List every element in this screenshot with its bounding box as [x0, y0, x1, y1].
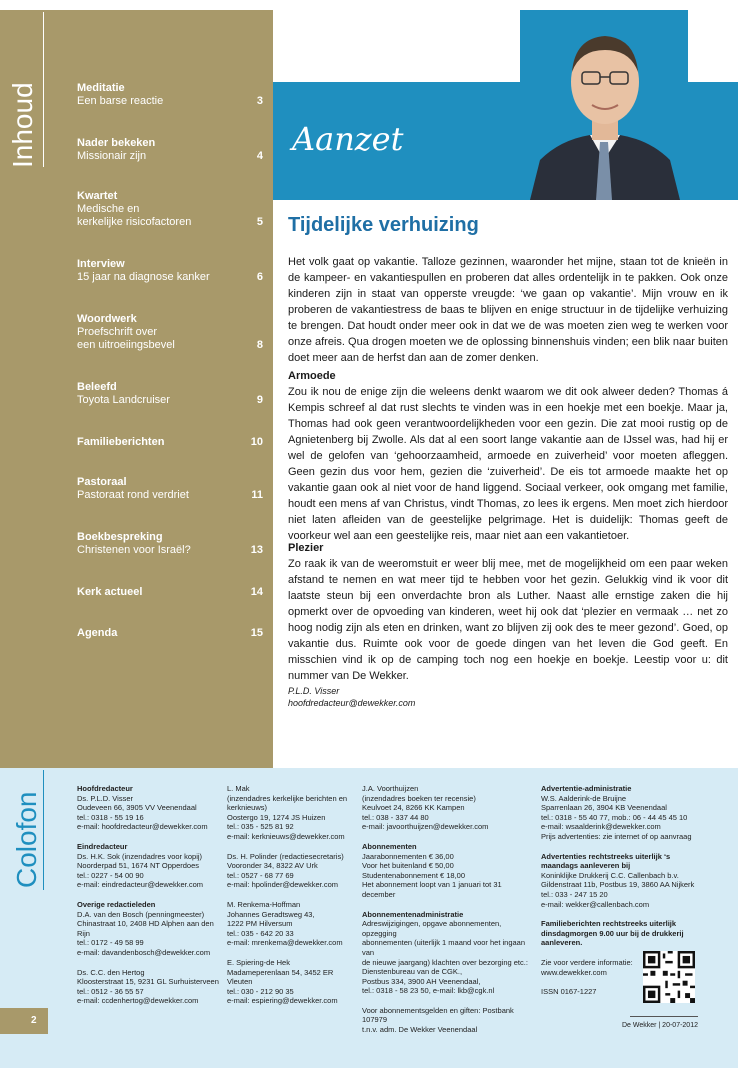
toc-entry[interactable]: [77, 258, 263, 284]
colofon-heading: Overige redactieleden: [77, 899, 156, 909]
colofon-line: Ds. P.L.D. Visser: [77, 793, 133, 803]
colofon-line: Ds. C.C. den Hertog: [77, 967, 145, 977]
colofon-block: [77, 842, 222, 890]
colofon-line: (inzendadres kerkelijke berichten en: [227, 793, 348, 803]
author-name: P.L.D. Visser: [288, 686, 340, 696]
toc-section-title: Agenda: [77, 627, 118, 639]
toc-section-title: Woordwerk: [77, 313, 137, 325]
colofon-line: tel.: 030 - 212 90 35: [227, 986, 294, 996]
footer-rule: [630, 1016, 698, 1017]
toc-subtitle: Missionair zijn: [77, 150, 147, 162]
colofon-line: tel.: 033 - 247 15 20: [541, 889, 608, 899]
toc-entry[interactable]: [77, 190, 263, 229]
colofon-line: tel.: 035 - 525 81 92: [227, 822, 294, 832]
colofon-block: [227, 958, 357, 1006]
toc-page-number: 13: [250, 544, 263, 556]
colofon-line[interactable]: e-mail: kerknieuws@dewekker.com: [227, 831, 345, 841]
article-title: Tijdelijke verhuizing: [288, 214, 479, 236]
colofon-line[interactable]: e-mail: espiering@dewekker.com: [227, 996, 338, 1006]
colofon-line: Koninklijke Drukkerij C.C. Callenbach b.v.: [541, 870, 679, 880]
colofon-line[interactable]: e-mail: javoorthuijzen@dewekker.com: [362, 822, 489, 832]
colofon-line: tel.: 038 - 337 44 80: [362, 812, 429, 822]
toc-entry[interactable]: [77, 82, 263, 108]
paragraph-armoede: Zou ik nou de enige zijn die weleens denkt waarom we dit ook alweer deden? Thomas á Kempis schreef al dat rust slechts te vinden was in een hoekje met een boekje. Maar ja, Thomas had ook geen verantwoordelijkheden voor een gezin. Die zat mooi rustig op de Agnietenberg bij Zwolle. Als dat al een soort lange vakantie aan de IJssel was, had hij er wel de gelofen van ‘gehoorzaamheid, armoede en zuiverheid’ voor moeten afleggen. Geen gezin dus voor hem, gezien die ‘zuiverheid’. De eis tot armoede maakte het op vakantie gaan ook al niet voor de hand liggend. Sociaal verkeer, ook omgang met familie, houdt een mens af van Christus, vindt Thomas, zo lees ik ergens. Men moet zich hierdoor niet laten afleiden van de geestelijke pelgrimage. Het is duidelijk: Thomas geeft de voorkeur wel aan een geestelijke reis, maar niet aan een vakantietoer.: [288, 386, 728, 542]
subhead-plezier: Plezier: [288, 542, 324, 554]
colofon-line: Postbus 334, 3900 AH Veenendaal,: [362, 976, 481, 986]
colofon-line: tel.: 0227 - 54 00 90: [77, 870, 144, 880]
toc-entry[interactable]: [77, 586, 263, 599]
colofon-line: Oostergo 19, 1274 JS Huizen: [227, 812, 326, 822]
intro-paragraph: Het volk gaat op vakantie. Talloze gezinnen, waaronder het mijne, staan tot de knieën in de kampeer- en vakantiespullen en proberen dat alles ordentelijk in te pakken. Ook onze kinderen zijn in staat van opperste vreugde: ‘we gaan op vakantie’. Mijn vrouw en ik proberen de vakantiestress de baas te blijven en enige structuur in de tijdelijke verhuizing te brengen. Dat houdt onder meer ook in dat we de was moeten zien weg te werken voor onze afreis. Qua drogen moeten we de oplossing binnenshuis vinden; een blik naar buiten doet meer aan de herfst dan aan de zomer denken.: [288, 256, 728, 364]
colofon-divider: [43, 770, 44, 890]
colofon-line: tel.: 0318 - 55 19 16: [77, 812, 144, 822]
colofon-line[interactable]: e-mail: eindredacteur@dewekker.com: [77, 880, 204, 890]
colofon-line: 1222 PM Hilversum: [227, 919, 293, 929]
toc-section-title: Beleefd: [77, 381, 117, 393]
toc-section-title: Nader bekeken: [77, 137, 156, 149]
colofon-block: [541, 852, 701, 910]
colofon-line: Dienstenbureau van de CGK.,: [362, 967, 463, 977]
colofon-line: D.A. van den Bosch (penningmeester): [77, 909, 205, 919]
colofon-line: tel.: 035 - 642 20 33: [227, 928, 294, 938]
colofon-line: Madameperenlaan 54, 3452 ER Vleuten: [227, 967, 334, 987]
colofon-block: [77, 784, 222, 832]
colofon-line: Oudeveen 66, 3905 VV Veenendaal: [77, 803, 197, 813]
toc-page-number: 15: [250, 627, 263, 639]
toc-page-number: 11: [251, 489, 263, 501]
colofon-line: de nieuwe jaargang) klachten over bezorging etc.:: [362, 957, 528, 967]
colofon-line: J.A. Voorthuijzen: [362, 784, 419, 793]
colofon-line: E. Spiering-de Hek: [227, 957, 290, 967]
aanzet-label: Aanzet: [292, 120, 404, 158]
toc-section-title: Kerk actueel: [77, 586, 143, 598]
toc-subtitle: 15 jaar na diagnose kanker: [77, 271, 210, 283]
toc-section-title: Pastoraal: [77, 476, 127, 488]
toc-entry[interactable]: [77, 436, 263, 449]
colofon-block: [362, 842, 532, 900]
toc-subtitle: Een barse reactie: [77, 95, 164, 107]
toc-entry[interactable]: [77, 313, 263, 352]
subhead-armoede: Armoede: [288, 370, 336, 382]
colofon-line: Chinastraat 10, 2408 HD Alphen aan den Rijn: [77, 919, 214, 938]
toc-entry[interactable]: [77, 381, 263, 407]
colofon-line: tel.: 0527 - 68 77 69: [227, 870, 294, 880]
toc-page-number: 9: [256, 394, 263, 406]
toc-section-title: Interview: [77, 258, 125, 270]
toc-page-number: 10: [250, 436, 263, 448]
toc-section-title: Kwartet: [77, 190, 118, 202]
colofon-line: Voor het buitenland € 50,00: [362, 861, 454, 871]
colofon-line: tel.: 0512 - 36 55 57: [77, 986, 144, 996]
toc-page-number: 8: [256, 339, 263, 351]
toc-section-title: Meditatie: [77, 82, 125, 94]
colofon-block: [362, 910, 532, 996]
colofon-line: (inzendadres boeken ter recensie): [362, 793, 476, 803]
colofon-heading: Hoofdredacteur: [77, 784, 133, 793]
colofon-heading: Abonnementenadministratie: [362, 909, 464, 919]
colofon-column-2: [227, 784, 357, 1016]
colofon-line: Gildenstraat 11b, Postbus 19, 3860 AA Nijkerk: [541, 880, 695, 890]
colofon-line: Voor abonnementsgelden en giften: Postbank 107979: [362, 1005, 514, 1025]
colofon-line[interactable]: www.dewekker.com: [541, 967, 607, 977]
colofon-line[interactable]: e-mail: hpolinder@dewekker.com: [227, 880, 338, 890]
colofon-line: tel.: 0318 - 55 40 77, mob.: 06 - 44 45 45 10: [541, 812, 688, 822]
colofon-line: abonnementen (uiterlijk 1 maand voor het ingaan van: [362, 938, 526, 957]
toc-page-number: 6: [256, 271, 263, 283]
colofon-heading: Advertentie-administratie: [541, 784, 632, 793]
colofon-line: Ds. H. Polinder (redactiesecretaris): [227, 851, 344, 861]
toc-subtitle: een uitroeiingsbevel: [77, 339, 175, 351]
colofon-line[interactable]: e-mail: wsaalderink@dewekker.com: [541, 822, 661, 832]
toc-subtitle: Pastoraat rond verdriet: [77, 489, 189, 501]
toc-subtitle: Medische en: [77, 203, 140, 215]
colofon-line: Sparrenlaan 26, 3904 KB Veenendaal: [541, 803, 667, 813]
toc-entry[interactable]: [77, 476, 263, 502]
colofon-line[interactable]: tel.: 0318 - 58 23 50, e-mail: lkb@cgk.nl: [362, 986, 495, 996]
colofon-line: tel.: 0172 - 49 58 99: [77, 938, 144, 948]
colofon-line[interactable]: e-mail: ccdenhertog@dewekker.com: [77, 996, 199, 1006]
toc-page-number: 4: [256, 150, 263, 162]
page-number-box: [0, 1008, 48, 1034]
colofon-line[interactable]: e-mail: mrenkema@dewekker.com: [227, 938, 343, 948]
colofon-line: Studentenabonnement € 18,00: [362, 870, 466, 880]
toc-page-number: 3: [256, 95, 263, 107]
colofon-line: Johannes Geradtsweg 43,: [227, 909, 315, 919]
colofon-line: Adreswijzigingen, opgave abonnementen, opzegging: [362, 919, 502, 938]
colofon-block: [227, 784, 357, 842]
colofon-line[interactable]: e-mail: wekker@callenbach.com: [541, 899, 650, 909]
inhoud-divider: [43, 12, 44, 167]
toc-subtitle: Toyota Landcruiser: [77, 394, 170, 406]
colofon-column-3: [362, 784, 532, 1045]
colofon-block: [541, 784, 701, 842]
colofon-line: L. Mak: [227, 784, 250, 793]
toc-section-title: Familieberichten: [77, 436, 165, 448]
toc-page-number: 14: [250, 586, 263, 598]
footer-reference: De Wekker | 20-07-2012: [621, 1022, 698, 1029]
colofon-line: M. Renkema-Hoffman: [227, 899, 301, 909]
author-portrait: [520, 10, 688, 200]
colofon-line: Noorderpad 51, 1674 NT Opperdoes: [77, 861, 200, 871]
toc-subtitle: Christenen voor Israël?: [77, 544, 191, 556]
toc-page-number: 5: [256, 216, 263, 228]
colofon-block: [362, 784, 532, 832]
colofon-heading: Advertenties rechtstreeks uiterlijk ‘s maandags aanleveren bij: [541, 851, 671, 871]
colofon-heading: Familieberichten rechtstreeks uiterlijk dinsdagmorgen 9.00 uur bij de drukkerij aanleveren.: [541, 919, 684, 948]
toc-subtitle: kerkelijke risicofactoren: [77, 216, 192, 228]
colofon-title: Colofon: [11, 791, 42, 888]
colofon-line: Zie voor verdere informatie:: [541, 957, 633, 967]
colofon-heading: Abonnementen: [362, 841, 417, 851]
colofon-column-1: [77, 784, 222, 1016]
colofon-block: [362, 1006, 532, 1035]
toc-entry[interactable]: [77, 627, 263, 640]
colofon-block: [541, 919, 701, 948]
qr-code[interactable]: [643, 951, 695, 1003]
toc-section-title: Boekbespreking: [77, 531, 163, 543]
colofon-line: ISSN 0167-1227: [541, 987, 597, 997]
colofon-block: [77, 900, 222, 958]
toc-subtitle: Proefschrift over: [77, 326, 158, 338]
colofon-line: kerknieuws): [227, 803, 268, 813]
inhoud-title: Inhoud: [7, 82, 38, 168]
toc-entry[interactable]: [77, 137, 263, 163]
colofon-line: Ds. H.K. Sok (inzendadres voor kopij): [77, 851, 203, 861]
colofon-line: Keulvoet 24, 8266 KK Kampen: [362, 803, 465, 813]
colofon-block: [227, 852, 357, 890]
colofon-line: Kloosterstraat 15, 9231 GL Surhuisterveen: [77, 977, 219, 987]
author-role: hoofdredacteur@dewekker.com: [288, 698, 416, 708]
toc-entry[interactable]: [77, 531, 263, 557]
colofon-block: [227, 900, 357, 948]
page-number: 2: [31, 1015, 37, 1026]
colofon-block: [77, 968, 222, 1006]
colofon-line: Vooronder 34, 8322 AV Urk: [227, 861, 318, 871]
paragraph-plezier: Zo raak ik van de weeromstuit er weer blij mee, met de mogelijkheid om een paar weken afstand te nemen en wat meer tijd te hebben voor het gezin. Gelukkig vind ik voor dit laatste steun bij een onverdachte bron als Luther. Naast alle ernstige zaken die hij opmerkt over de opvoeding van kinderen, weet hij ook dat ‘plezier en vermaak … net zo hoog nodig zijn als eten en drinken, want zo blijven zij ook des te meer gezond’. Goed, op vakantie dus. Ruimte ook voor de goede dingen van het leven die God geeft. En misschien vind ik op de camping toch nog een hoekje en boekje. Leestip voor u: dit nummer van De Wekker.: [288, 558, 728, 682]
colofon-line[interactable]: e-mail: hoofdredacteur@dewekker.com: [77, 822, 208, 832]
colofon-line[interactable]: e-mail: davandenbosch@dewekker.com: [77, 947, 211, 957]
colofon-line: W.S. Aalderink-de Bruijne: [541, 793, 627, 803]
colofon-heading: Eindredacteur: [77, 841, 128, 851]
colofon-line: Prijs advertenties: zie internet of op aanvraag: [541, 831, 692, 841]
colofon-line: Het abonnement loopt van 1 januari tot 31 december: [362, 880, 502, 899]
colofon-line: Jaarabonnementen € 36,00: [362, 851, 454, 861]
colofon-line: t.n.v. adm. De Wekker Veenendaal: [362, 1025, 478, 1035]
